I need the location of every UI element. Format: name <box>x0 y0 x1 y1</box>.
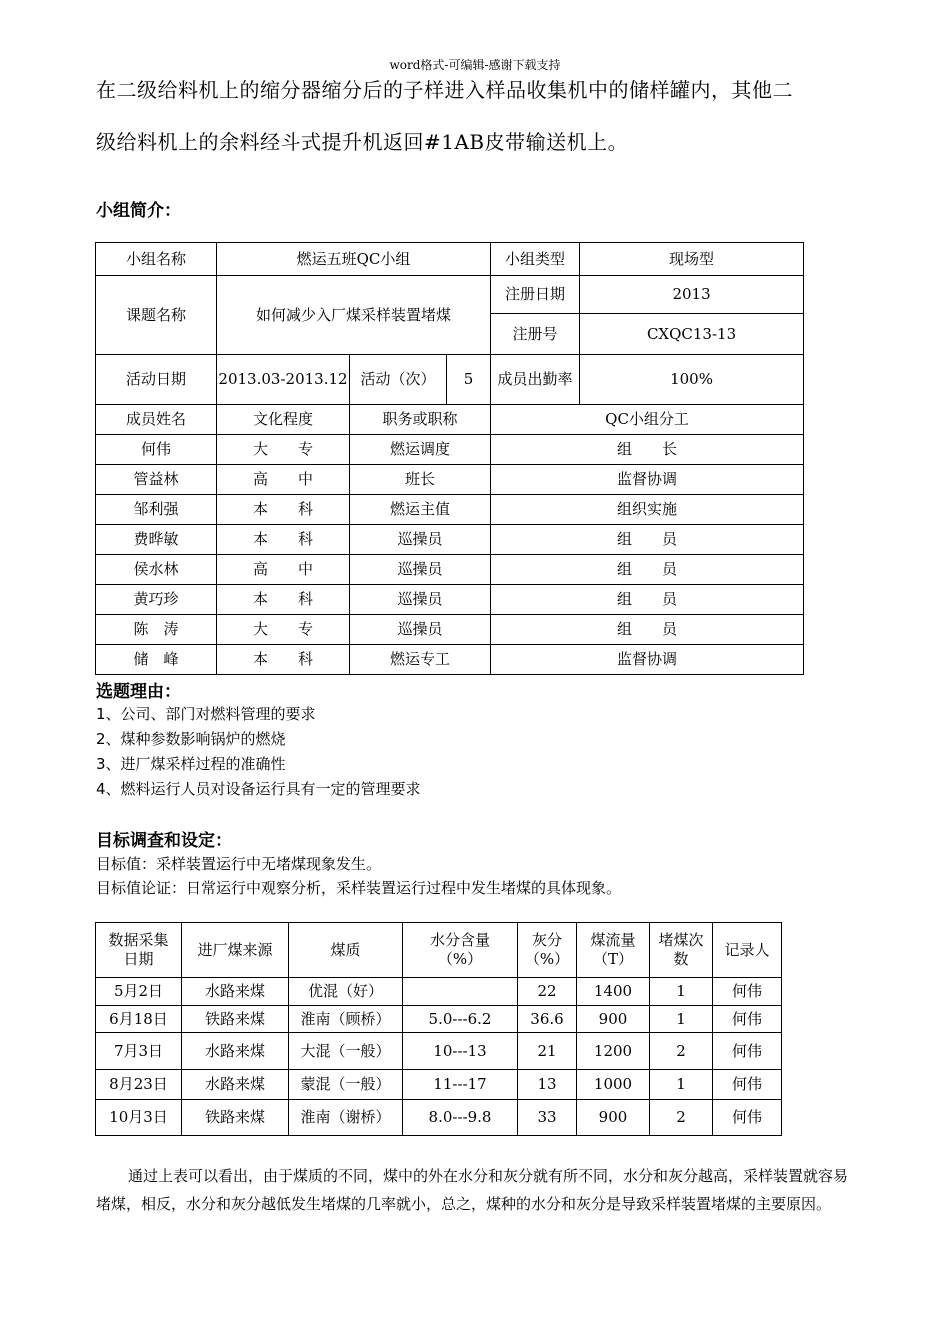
value-reg-no: CXQC13-13 <box>580 314 804 355</box>
intro-line-1: 在二级给料机上的缩分器缩分后的子样进入样品收集机中的储样罐内，其他二 <box>96 78 793 102</box>
reason-item: 2、煤种参数影响锅炉的燃烧 <box>96 730 286 748</box>
value-activity-count: 5 <box>447 355 491 405</box>
label-activity-count: 活动（次） <box>350 355 447 405</box>
cell-source: 铁路来煤 <box>182 1100 289 1136</box>
cell-quality: 蒙混（一般） <box>289 1070 403 1100</box>
member-row <box>96 645 804 675</box>
member-position: 巡操员 <box>350 525 491 555</box>
intro-line-2: 级给料机上的余料经斗式提升机返回#1AB皮带输送机上。 <box>96 130 629 154</box>
survey-table <box>95 922 782 1136</box>
cell-date: 5月2日 <box>96 978 182 1006</box>
cell-ash: 36.6 <box>518 1006 577 1033</box>
group-intro-table <box>95 242 804 675</box>
header-member-name: 成员姓名 <box>96 405 217 435</box>
cell-ash: 13 <box>518 1070 577 1100</box>
member-row <box>96 525 804 555</box>
member-name: 费晔敏 <box>96 525 217 555</box>
member-position: 巡操员 <box>350 615 491 645</box>
member-name: 何伟 <box>96 435 217 465</box>
cell-blocks: 1 <box>650 978 713 1006</box>
member-row <box>96 585 804 615</box>
cell-recorder: 何伟 <box>713 1070 782 1100</box>
label-reg-no: 注册号 <box>491 314 580 355</box>
cell-blocks: 1 <box>650 1006 713 1033</box>
label-attendance: 成员出勤率 <box>491 355 580 405</box>
table-row <box>96 1100 782 1136</box>
header-blocks: 堵煤次 数 <box>650 923 713 978</box>
header-ash: 灰分 （%） <box>518 923 577 978</box>
member-position: 巡操员 <box>350 585 491 615</box>
reason-item: 1、公司、部门对燃料管理的要求 <box>96 705 316 723</box>
value-activity-date: 2013.03-2013.12 <box>217 355 350 405</box>
member-role: 监督协调 <box>491 465 804 495</box>
member-name: 邹利强 <box>96 495 217 525</box>
cell-blocks: 2 <box>650 1100 713 1136</box>
member-row <box>96 435 804 465</box>
member-role: 组 员 <box>491 615 804 645</box>
member-role: 组织实施 <box>491 495 804 525</box>
cell-quality: 淮南（顾桥） <box>289 1006 403 1033</box>
cell-ash: 21 <box>518 1033 577 1070</box>
label-group-type: 小组类型 <box>491 243 580 276</box>
member-position: 燃运专工 <box>350 645 491 675</box>
page-header: word格式-可编辑-感谢下载支持 <box>389 58 561 72</box>
header-quality: 煤质 <box>289 923 403 978</box>
group-intro-heading: 小组简介： <box>96 201 181 221</box>
cell-quality: 优混（好） <box>289 978 403 1006</box>
cell-quality: 淮南（谢桥） <box>289 1100 403 1136</box>
member-education: 本 科 <box>217 525 350 555</box>
member-position: 巡操员 <box>350 555 491 585</box>
cell-source: 铁路来煤 <box>182 1006 289 1033</box>
cell-flow: 1400 <box>577 978 650 1006</box>
member-name: 黄巧珍 <box>96 585 217 615</box>
cell-recorder: 何伟 <box>713 1006 782 1033</box>
member-education: 本 科 <box>217 495 350 525</box>
value-attendance: 100% <box>580 355 804 405</box>
member-row <box>96 615 804 645</box>
member-name: 陈 涛 <box>96 615 217 645</box>
value-group-type: 现场型 <box>580 243 804 276</box>
member-name: 管益林 <box>96 465 217 495</box>
member-row <box>96 495 804 525</box>
table-row <box>96 1006 782 1033</box>
member-role: 组 员 <box>491 585 804 615</box>
cell-moisture: 8.0---9.8 <box>403 1100 518 1136</box>
cell-flow: 1000 <box>577 1070 650 1100</box>
member-education: 高 中 <box>217 465 350 495</box>
member-name: 储 峰 <box>96 645 217 675</box>
member-name: 侯水林 <box>96 555 217 585</box>
member-row <box>96 465 804 495</box>
member-role: 监督协调 <box>491 645 804 675</box>
member-education: 高 中 <box>217 555 350 585</box>
cell-quality: 大混（一般） <box>289 1033 403 1070</box>
label-topic-name: 课题名称 <box>96 276 217 355</box>
header-source: 进厂煤来源 <box>182 923 289 978</box>
cell-ash: 22 <box>518 978 577 1006</box>
label-activity-date: 活动日期 <box>96 355 217 405</box>
cell-date: 10月3日 <box>96 1100 182 1136</box>
reason-item: 3、进厂煤采样过程的准确性 <box>96 755 286 773</box>
member-role: 组 员 <box>491 525 804 555</box>
conclusion-paragraph: 通过上表可以看出，由于煤质的不同，煤中的外在水分和灰分就有所不同，水分和灰分越高，采样装置就容易堵煤，相反，水分和灰分越低发生堵煤的几率就小，总之，煤种的水分和灰分是导致采样装置堵煤的主要原因。 <box>96 1167 849 1213</box>
header-education: 文化程度 <box>217 405 350 435</box>
cell-moisture: 11---17 <box>403 1070 518 1100</box>
table-row <box>96 1070 782 1100</box>
target-proof: 目标值论证：日常运行中观察分析，采样装置运行过程中发生堵煤的具体现象。 <box>96 879 622 897</box>
cell-flow: 900 <box>577 1100 650 1136</box>
header-position: 职务或职称 <box>350 405 491 435</box>
cell-flow: 1200 <box>577 1033 650 1070</box>
label-reg-date: 注册日期 <box>491 276 580 314</box>
table-row <box>96 1033 782 1070</box>
header-moisture: 水分含量 （%） <box>403 923 518 978</box>
cell-blocks: 1 <box>650 1070 713 1100</box>
value-reg-date: 2013 <box>580 276 804 314</box>
member-row <box>96 555 804 585</box>
member-education: 大 专 <box>217 435 350 465</box>
cell-date: 7月3日 <box>96 1033 182 1070</box>
cell-moisture: 5.0---6.2 <box>403 1006 518 1033</box>
member-education: 本 科 <box>217 585 350 615</box>
cell-blocks: 2 <box>650 1033 713 1070</box>
header-role: QC小组分工 <box>491 405 804 435</box>
reason-item: 4、燃料运行人员对设备运行具有一定的管理要求 <box>96 780 421 798</box>
member-position: 班长 <box>350 465 491 495</box>
reasons-heading: 选题理由： <box>96 682 181 702</box>
table-row <box>96 978 782 1006</box>
member-position: 燃运主值 <box>350 495 491 525</box>
member-role: 组 员 <box>491 555 804 585</box>
cell-moisture: 10---13 <box>403 1033 518 1070</box>
member-education: 大 专 <box>217 615 350 645</box>
cell-date: 6月18日 <box>96 1006 182 1033</box>
cell-moisture <box>403 978 518 1006</box>
target-heading: 目标调查和设定： <box>96 831 232 851</box>
member-position: 燃运调度 <box>350 435 491 465</box>
cell-recorder: 何伟 <box>713 978 782 1006</box>
cell-recorder: 何伟 <box>713 1100 782 1136</box>
target-value: 目标值：采样装置运行中无堵煤现象发生。 <box>96 855 382 873</box>
label-group-name: 小组名称 <box>96 243 217 276</box>
cell-flow: 900 <box>577 1006 650 1033</box>
cell-source: 水路来煤 <box>182 1033 289 1070</box>
header-date: 数据采集 日期 <box>96 923 182 978</box>
cell-ash: 33 <box>518 1100 577 1136</box>
member-role: 组 长 <box>491 435 804 465</box>
header-flow: 煤流量 （T） <box>577 923 650 978</box>
header-recorder: 记录人 <box>713 923 782 978</box>
cell-recorder: 何伟 <box>713 1033 782 1070</box>
value-group-name: 燃运五班QC小组 <box>217 243 491 276</box>
member-education: 本 科 <box>217 645 350 675</box>
cell-source: 水路来煤 <box>182 978 289 1006</box>
value-topic-name: 如何减少入厂煤采样装置堵煤 <box>217 276 491 355</box>
cell-source: 水路来煤 <box>182 1070 289 1100</box>
cell-date: 8月23日 <box>96 1070 182 1100</box>
